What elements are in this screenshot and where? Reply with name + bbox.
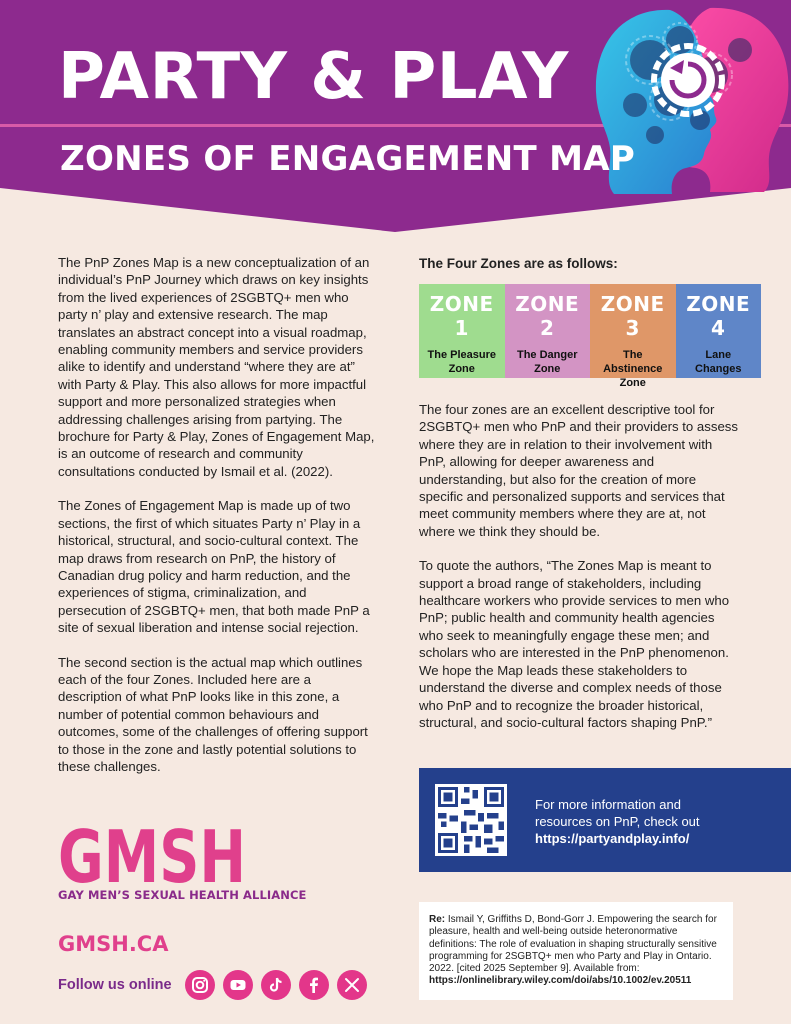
- zone-name: Lane Changes: [695, 349, 742, 375]
- page-subtitle: ZONES OF ENGAGEMENT MAP: [60, 139, 636, 179]
- zone-3-cell: [590, 284, 676, 389]
- facebook-icon[interactable]: [299, 970, 329, 1000]
- info-text: [535, 796, 775, 847]
- sections-paragraph: The Zones of Engagement Map is made up of two sections, the first of which situates Party n’ Play in a historical, structural, and socio-cultural context. The map draws from research on PnP, the history of Canadian drug policy and harm reduction, and the experiences of stigma, criminalization, and persecution of 2SGBTQ+ men, that both made PnP a site of sexual liberation and intense social rejection.: [58, 498, 370, 636]
- zones-heading: The Four Zones are as follows:: [419, 256, 618, 271]
- reference-box: [419, 902, 733, 1000]
- page-title: PARTY & PLAY: [58, 40, 569, 114]
- info-box: [419, 768, 791, 872]
- qr-code-icon[interactable]: [435, 784, 507, 856]
- intro-paragraph: The PnP Zones Map is a new conceptualization of an individual’s PnP Journey which draws on key insights from the lived experiences of 2SGBTQ+ men who party n’ play and extensive research. The map translates an abstract concept into a visual roadmap, enabling community members and service providers alike to identify and understand “where they are at” with Party & Play. This also allows for more impactful support and more personalized strategies when addressing challenges arising from partying. The brochure for Party & Play, Zones of Engagement Map, is an outcome of research and community consultations conducted by Ismail et al. (2022).: [58, 255, 375, 479]
- zone-name: The Danger Zone: [516, 349, 578, 375]
- header-banner: [0, 0, 791, 232]
- x-icon[interactable]: [337, 970, 367, 1000]
- zone-number: ZONE 4: [686, 292, 751, 340]
- zone-1-cell: [419, 284, 505, 378]
- zones-description-paragraph: The four zones are an excellent descriptive tool for 2SGBTQ+ men who PnP and their providers to assess where they are in relation to their involvement with PnP, allowing for deeper awareness and understanding, but also for the creation of more specific and personalized supports and services that meet community members where they are at, not where we think they should be.: [419, 402, 738, 539]
- zone-number: ZONE 3: [600, 292, 665, 340]
- info-line-2: resources on PnP, check out: [535, 814, 700, 829]
- reference-prefix: Re:: [429, 914, 446, 925]
- instagram-icon[interactable]: [185, 970, 215, 1000]
- authors-quote-paragraph: To quote the authors, “The Zones Map is meant to support a broad range of stakeholders, including healthcare workers who provide services to men who PnP; public health and community health agencies who seek to meaningfully engage these men; and scholars who are interested in the PnP phenomenon. We hope the Map leads these stakeholders to understand the diverse and complex needs of those who PnP and to recognize the broader historical, structural, and socio-cultural factors shaping PnP.”: [419, 558, 730, 730]
- left-column: [58, 254, 376, 792]
- website-link[interactable]: GMSH.CA: [58, 932, 169, 956]
- zone-2-cell: [505, 284, 591, 378]
- info-line-1: For more information and: [535, 797, 681, 812]
- youtube-icon[interactable]: [223, 970, 253, 1000]
- zone-name: The Pleasure Zone: [427, 349, 496, 375]
- zone-name: The Abstinence Zone: [603, 349, 663, 389]
- reference-text: Ismail Y, Griffiths D, Bond-Gorr J. Empowering the search for pleasure, health and well-being outside heteronormative definitions: The role of evaluation in shaping structurally sensitive programming for 2SGBTQ+ men who Party and Play in Ontario. 2022. [cited 2025 September 9]. Available from:: [429, 914, 717, 975]
- zones-table: [419, 284, 761, 389]
- zone-number: ZONE 1: [429, 292, 494, 340]
- second-section-paragraph: The second section is the actual map which outlines each of the four Zones. Included here are a description of what PnP looks like in this zone, a number of potential common behaviours and outcomes, some of the challenges of offering support to those in the zone and lastly potential solutions to these challenges.: [58, 654, 368, 774]
- follow-label: Follow us online: [58, 977, 172, 993]
- gmsh-logo-text: GMSH: [58, 818, 246, 888]
- right-column: [419, 401, 739, 748]
- gmsh-logo[interactable]: [58, 818, 248, 888]
- zone-4-cell: [676, 284, 762, 378]
- reference-link[interactable]: https://onlinelibrary.wiley.com/doi/abs/10.1002/ev.20511: [429, 975, 692, 987]
- org-name: GAY MEN’S SEXUAL HEALTH ALLIANCE: [58, 888, 307, 902]
- partyandplay-link[interactable]: https://partyandplay.info/: [535, 831, 690, 846]
- social-icons: [185, 970, 367, 1000]
- zone-number: ZONE 2: [515, 292, 580, 340]
- tiktok-icon[interactable]: [261, 970, 291, 1000]
